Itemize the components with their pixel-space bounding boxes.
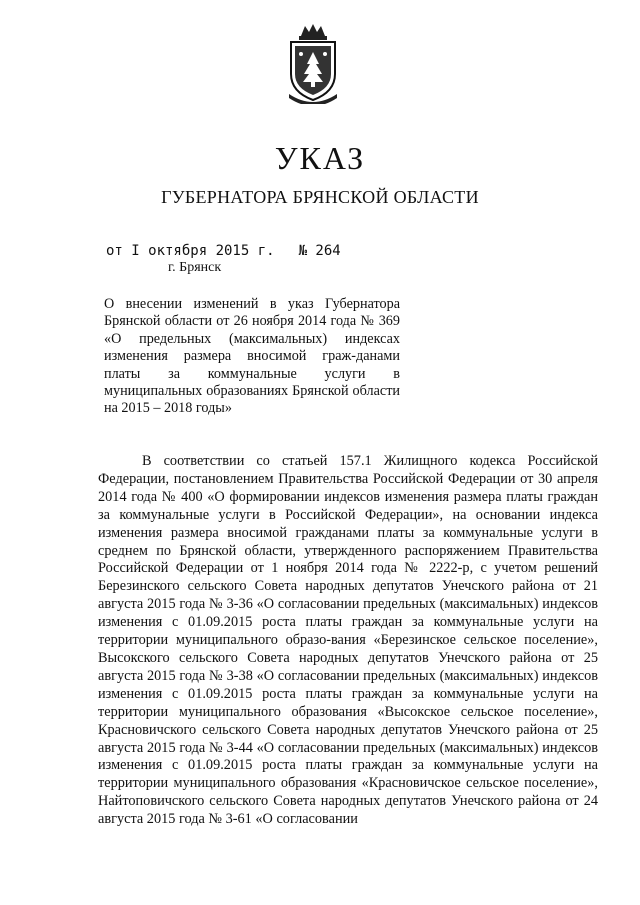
document-subject: О внесении изменений в указ Губернатора Брянской области от 26 ноября 2014 года № 369 «О предельных (максимальных) индексах изменения размера вносимой граж-данами платы за коммунальные услуги в муниципальных образованиях Брянской области на 2015 – 2018 годы» [104, 296, 400, 417]
document-date: от I октября 2015 г. [106, 243, 275, 259]
document-body: В соответствии со статьей 157.1 Жилищного кодекса Российской Федерации, постановлением Правительства Российской Федерации от 30 апреля 2014 года № 400 «О формировании индексов изменения размера платы граждан за коммунальные услуги в Российской Федерации», на основании индекса изменения размера вносимой гражданами платы за коммунальные услуги в среднем по Брянской области, утвержденного распоряжением Правительства Российской Федерации от 1 ноября 2014 года № 2222-р, с учетом решений Березинского сельского Совета народных депутатов Унечского района от 21 августа 2015 года № 3-36 «О согласовании предельных (максимальных) индексов изменения с 01.09.2015 роста платы граждан за коммунальные услуги на территории муниципального образо-вания «Березинское сельское поселение», Высокского сельского Совета народных депутатов Унечского района от 25 августа 2015 года № 3-38 «О согласовании предельных (максимальных) индексов изменения с 01.09.2015 роста платы граждан за коммунальные услуги на территории муниципального образования «Высокское сельское поселение», Красновичского сельского Совета народных депутатов Унечского района от 25 августа 2015 года № 3-44 «О согласовании предельных (максимальных) индексов изменения с 01.09.2015 роста платы граждан за коммунальные услуги на территории муниципального образования «Красновичское сельское поселение», Найтоповичского сельского Совета народных депутатов Унечского района от 24 августа 2015 года № 3-61 «О согласовании [98, 453, 598, 828]
document-number: № 264 [298, 243, 341, 259]
document-subtitle: ГУБЕРНАТОРА БРЯНСКОЙ ОБЛАСТИ [161, 187, 479, 207]
coat-of-arms-icon [283, 22, 343, 104]
document-city: г. Брянск [168, 260, 222, 275]
date-number-line [106, 243, 341, 259]
document-title: УКАЗ [274, 140, 366, 176]
